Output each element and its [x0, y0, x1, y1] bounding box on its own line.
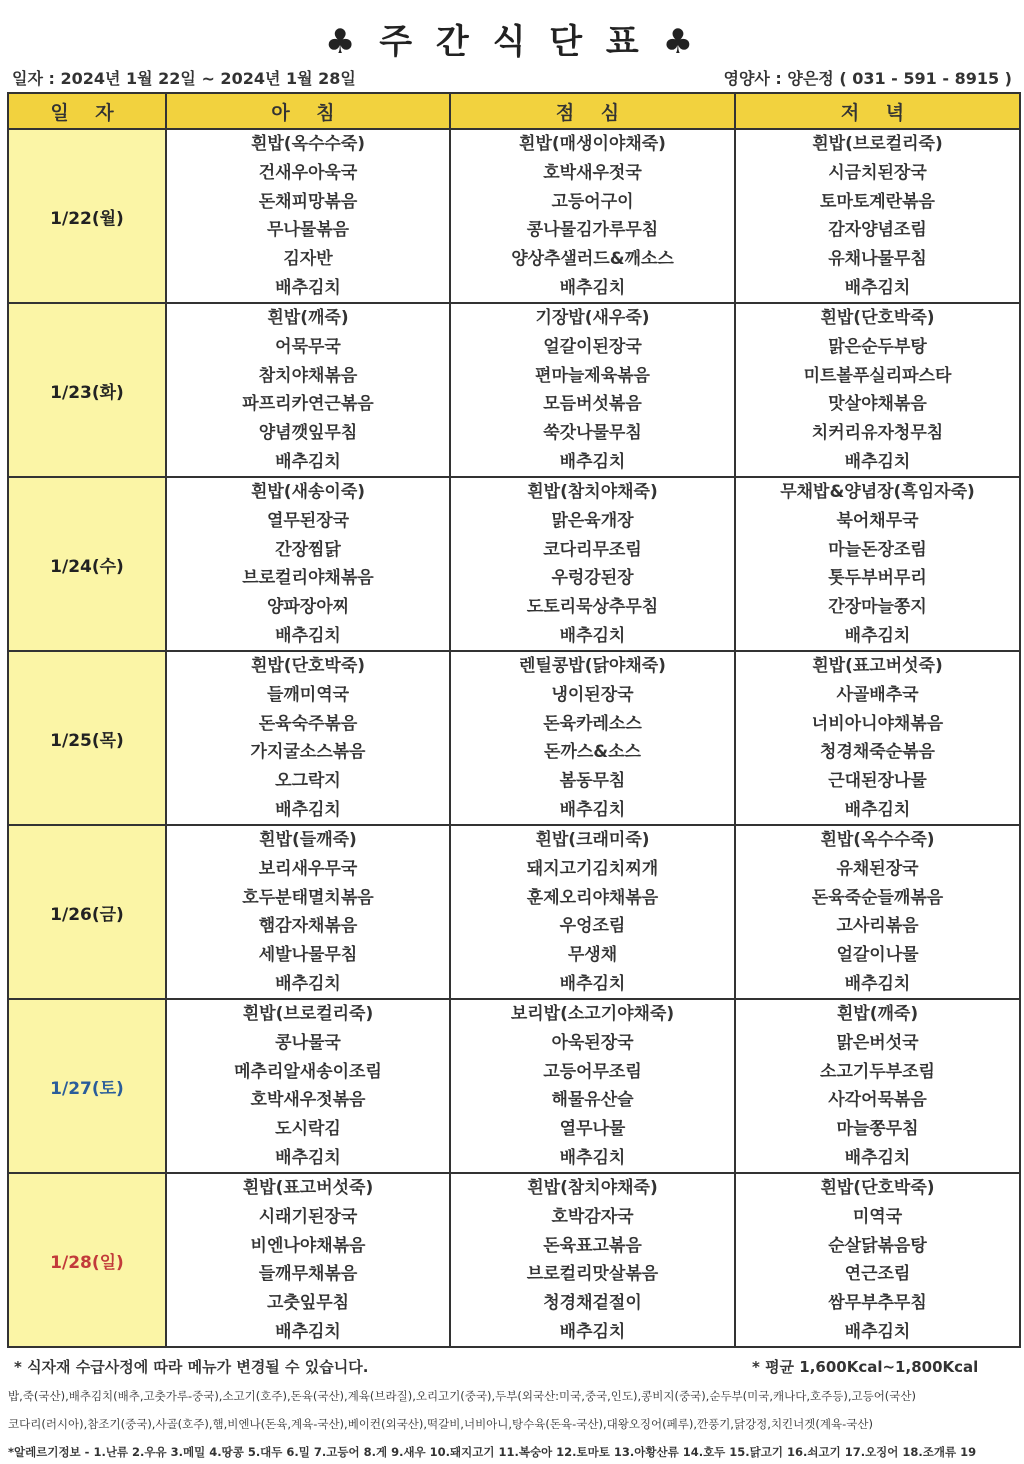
breakfast-cell — [166, 129, 450, 303]
menu-item: 쑥갓나물무침 — [543, 422, 642, 443]
dinner-cell — [735, 999, 1020, 1173]
menu-item: 아욱된장국 — [551, 1032, 634, 1053]
menu-item: 감자양념조림 — [828, 220, 927, 241]
menu-item: 배추김치 — [559, 451, 626, 472]
page-title: ♣ 주 간 식 단 표 ♣ — [324, 22, 700, 62]
lunch-cell — [450, 303, 735, 477]
menu-item: 배추김치 — [275, 625, 341, 646]
menu-item: 양념깻잎무침 — [258, 422, 358, 443]
menu-item: 모듬버섯볶음 — [543, 394, 642, 415]
lunch-items — [451, 130, 734, 302]
menu-item: 흰밥(브로컬리죽) — [812, 134, 943, 155]
menu-item: 톳두부버무리 — [828, 568, 927, 589]
menu-item: 배추김치 — [559, 277, 626, 298]
menu-item: 흰밥(참치야채죽) — [527, 482, 658, 503]
menu-item: 돈육숙주볶음 — [258, 713, 358, 734]
column-header-breakfast: 아 침 — [166, 93, 450, 129]
menu-item: 흰밥(참치야채죽) — [527, 1178, 658, 1199]
weekly-menu-table — [7, 92, 1021, 1348]
menu-item: 마늘쫑무침 — [836, 1118, 919, 1139]
menu-item: 흰밥(단호박죽) — [820, 308, 935, 329]
menu-item: 배추김치 — [844, 1321, 911, 1342]
menu-item: 돈육죽순들깨볶음 — [811, 887, 944, 908]
menu-item: 흰밥(브로컬리죽) — [242, 1004, 374, 1025]
menu-item: 시래기된장국 — [258, 1206, 358, 1227]
lunch-items — [451, 1174, 734, 1346]
breakfast-items — [167, 826, 449, 998]
menu-item: 호박감자국 — [551, 1206, 634, 1227]
lunch-items — [451, 652, 734, 824]
menu-item: 무채밥&양념장(흑임자죽) — [780, 482, 975, 503]
menu-item: 배추김치 — [275, 1321, 341, 1342]
day-row — [8, 129, 1020, 303]
menu-item: 흰밥(들깨죽) — [259, 830, 357, 851]
menu-item: 건새우아욱국 — [258, 162, 358, 183]
menu-item: 맛살야채볶음 — [828, 394, 927, 415]
menu-item: 마늘돈장조림 — [828, 539, 927, 560]
menu-item: 무생채 — [567, 944, 618, 965]
day-row — [8, 651, 1020, 825]
menu-item: 열무된장국 — [266, 510, 350, 531]
menu-item: 맑은순두부탕 — [828, 336, 927, 357]
menu-item: 돈채피망볶음 — [258, 191, 358, 212]
menu-item: 미역국 — [852, 1206, 903, 1227]
menu-item: 참치야채볶음 — [258, 365, 358, 386]
menu-item: 흰밥(매생이야채죽) — [519, 134, 666, 155]
menu-item: 배추김치 — [559, 625, 626, 646]
menu-item: 간장찜닭 — [275, 539, 341, 560]
lunch-items — [451, 1000, 734, 1172]
menu-item: 맑은버섯국 — [836, 1032, 919, 1053]
menu-item: 봄동무침 — [559, 770, 626, 791]
breakfast-items — [167, 478, 449, 650]
breakfast-cell — [166, 825, 450, 999]
lunch-cell — [450, 825, 735, 999]
lunch-cell — [450, 651, 735, 825]
day-date-cell: 1/26(금) — [8, 825, 166, 999]
day-row — [8, 825, 1020, 999]
menu-item: 배추김치 — [275, 799, 341, 820]
menu-item: 가지굴소스볶음 — [250, 742, 366, 763]
calorie-note: * 평균 1,600Kcal~1,800Kcal — [752, 1358, 979, 1376]
menu-item: 배추김치 — [844, 973, 911, 994]
day-row — [8, 303, 1020, 477]
menu-item: 배추김치 — [844, 1147, 911, 1168]
menu-item: 흰밥(옥수수죽) — [250, 134, 366, 155]
menu-item: 북어채무국 — [836, 510, 919, 531]
menu-item: 코다리무조림 — [543, 539, 642, 560]
lunch-cell — [450, 129, 735, 303]
dinner-items — [736, 478, 1019, 650]
menu-item: 흰밥(옥수수죽) — [820, 830, 935, 851]
menu-item: 냉이된장국 — [551, 684, 634, 705]
menu-item: 김자반 — [283, 248, 333, 269]
menu-item: 호두분태멸치볶음 — [242, 887, 374, 908]
breakfast-items — [167, 1000, 449, 1172]
menu-item: 순살닭볶음탕 — [828, 1235, 927, 1256]
dinner-cell — [735, 303, 1020, 477]
menu-item: 도시락김 — [275, 1118, 341, 1139]
column-header-dinner: 저 녁 — [735, 93, 1020, 129]
menu-item: 해물유산슬 — [551, 1090, 634, 1111]
menu-item: 고등어무조림 — [543, 1061, 642, 1082]
breakfast-cell — [166, 303, 450, 477]
menu-item: 얼갈이나물 — [836, 944, 919, 965]
menu-item: 세발나물무침 — [258, 944, 358, 965]
menu-item: 고춧잎무침 — [266, 1292, 350, 1313]
menu-item: 우엉조림 — [559, 916, 626, 937]
menu-item: 배추김치 — [275, 1147, 341, 1168]
breakfast-items — [167, 304, 449, 476]
lunch-cell — [450, 477, 735, 651]
dinner-cell — [735, 129, 1020, 303]
day-date-cell: 1/27(토) — [8, 999, 166, 1173]
dinner-items — [736, 652, 1019, 824]
menu-item: 배추김치 — [275, 973, 341, 994]
menu-item: 간장마늘쫑지 — [828, 596, 927, 617]
menu-item: 돼지고기김치찌개 — [526, 858, 659, 879]
menu-item: 오그락지 — [275, 770, 341, 791]
origin-info-line-1: 밥,죽(국산),배추김치(배추,고춧가루-중국),소고기(호주),돈육(국산),계육(브라질),오리고기(중국),두부(외국산:미국,중국,인도),콩비지(중국),순두부(미국,캐나다,호주등),고등어(국산) — [8, 1389, 916, 1403]
menu-item: 배추김치 — [844, 799, 911, 820]
day-date-cell: 1/28(일) — [8, 1173, 166, 1347]
menu-item: 얼갈이된장국 — [543, 336, 642, 357]
dinner-cell — [735, 651, 1020, 825]
menu-item: 들깨무채볶음 — [258, 1264, 358, 1285]
menu-item: 콩나물국 — [275, 1032, 341, 1053]
menu-item: 보리밥(소고기야채죽) — [510, 1004, 675, 1025]
menu-item: 흰밥(크래미죽) — [535, 830, 650, 851]
menu-item: 어묵무국 — [275, 336, 341, 357]
menu-item: 흰밥(깨죽) — [836, 1004, 919, 1025]
breakfast-items — [167, 1174, 449, 1346]
origin-info-line-2: 코다리(러시아),참조기(중국),사골(호주),햄,비엔나(돈육,계육-국산),베이컨(외국산),떡갈비,너비아니,탕수육(돈육-국산),대왕오징어(페루),깐풍기,닭강정,치킨너겟(계육-국산) — [8, 1417, 873, 1431]
menu-item: 맑은육개장 — [551, 510, 634, 531]
day-row — [8, 1173, 1020, 1347]
breakfast-cell — [166, 999, 450, 1173]
dinner-cell — [735, 825, 1020, 999]
menu-item: 파프리카연근볶음 — [242, 394, 374, 415]
dinner-items — [736, 130, 1019, 302]
dinner-cell — [735, 1173, 1020, 1347]
menu-item: 브로컬리맛살볶음 — [526, 1264, 659, 1285]
breakfast-items — [167, 130, 449, 302]
menu-item: 햄감자채볶음 — [258, 916, 358, 937]
menu-item: 우렁강된장 — [551, 568, 634, 589]
menu-item: 도토리묵상추무침 — [526, 596, 659, 617]
menu-item: 양파장아찌 — [266, 596, 350, 617]
table-header-row — [8, 93, 1020, 129]
breakfast-items — [167, 652, 449, 824]
menu-item: 편마늘제육볶음 — [535, 365, 650, 386]
menu-item: 무나물볶음 — [266, 220, 350, 241]
dinner-cell — [735, 477, 1020, 651]
lunch-items — [451, 478, 734, 650]
lunch-items — [451, 304, 734, 476]
day-date-cell: 1/22(월) — [8, 129, 166, 303]
menu-item: 배추김치 — [844, 451, 911, 472]
menu-change-note: * 식자재 수급사정에 따라 메뉴가 변경될 수 있습니다. — [14, 1358, 369, 1376]
menu-item: 배추김치 — [559, 1147, 626, 1168]
menu-item: 시금치된장국 — [828, 162, 927, 183]
lunch-cell — [450, 1173, 735, 1347]
dietitian-contact: 영양사 : 양은정 ( 031 - 591 - 8915 ) — [723, 69, 1012, 88]
menu-item: 돈까스&소스 — [544, 742, 641, 763]
menu-item: 호박새우젓볶음 — [250, 1090, 366, 1111]
lunch-items — [451, 826, 734, 998]
day-row — [8, 477, 1020, 651]
menu-item: 흰밥(단호박죽) — [250, 656, 366, 677]
menu-item: 사골배추국 — [836, 684, 919, 705]
breakfast-cell — [166, 477, 450, 651]
allergy-info: *알레르기정보 - 1.난류 2.우유 3.메밀 4.땅콩 5.대두 6.밀 7.고등어 8.게 9.새우 10.돼지고기 11.복숭아 12.토마토 13.아황산류 14.호두 15.닭고기 16.쇠고기 17.오징어 18.조개류 19 — [8, 1445, 977, 1459]
menu-item: 배추김치 — [844, 277, 911, 298]
day-date-cell: 1/23(화) — [8, 303, 166, 477]
menu-item: 보리새우무국 — [258, 858, 358, 879]
menu-item: 기장밥(새우죽) — [535, 308, 650, 329]
menu-item: 배추김치 — [275, 277, 341, 298]
menu-item: 배추김치 — [275, 451, 341, 472]
dinner-items — [736, 1174, 1019, 1346]
column-header-date: 일 자 — [8, 93, 166, 129]
menu-item: 청경채겉절이 — [543, 1292, 642, 1313]
menu-item: 훈제오리야채볶음 — [526, 887, 659, 908]
breakfast-cell — [166, 651, 450, 825]
menu-item: 흰밥(깨죽) — [267, 308, 349, 329]
menu-item: 흰밥(표고버섯죽) — [812, 656, 943, 677]
menu-item: 너비아니야채볶음 — [811, 713, 944, 734]
menu-item: 배추김치 — [559, 973, 626, 994]
column-header-lunch: 점 심 — [450, 93, 735, 129]
menu-item: 치커리유자청무침 — [811, 422, 944, 443]
menu-item: 고사리볶음 — [836, 916, 919, 937]
menu-item: 소고기두부조림 — [820, 1061, 935, 1082]
menu-item: 유채나물무침 — [828, 248, 927, 269]
menu-period: 일자 : 2024년 1월 22일 ~ 2024년 1월 28일 — [12, 69, 356, 88]
menu-item: 콩나물김가루무침 — [526, 220, 659, 241]
menu-item: 흰밥(표고버섯죽) — [242, 1178, 374, 1199]
day-date-cell: 1/24(수) — [8, 477, 166, 651]
day-date-cell: 1/25(목) — [8, 651, 166, 825]
menu-item: 브로컬리야채볶음 — [242, 568, 374, 589]
menu-item: 들깨미역국 — [266, 684, 350, 705]
breakfast-cell — [166, 1173, 450, 1347]
menu-item: 렌틸콩밥(닭야채죽) — [519, 656, 666, 677]
menu-item: 호박새우젓국 — [543, 162, 642, 183]
menu-item: 근대된장나물 — [828, 770, 927, 791]
dinner-items — [736, 826, 1019, 998]
menu-item: 연근조림 — [844, 1264, 911, 1285]
menu-item: 배추김치 — [559, 1321, 626, 1342]
menu-item: 배추김치 — [844, 625, 911, 646]
menu-body — [8, 129, 1020, 1347]
menu-item: 흰밥(단호박죽) — [820, 1178, 935, 1199]
menu-item: 쌈무부추무침 — [828, 1292, 927, 1313]
dinner-items — [736, 1000, 1019, 1172]
day-row — [8, 999, 1020, 1173]
menu-item: 흰밥(새송이죽) — [250, 482, 366, 503]
menu-item: 사각어묵볶음 — [828, 1090, 927, 1111]
menu-item: 돈육카레소스 — [543, 713, 642, 734]
menu-item: 유채된장국 — [836, 858, 919, 879]
menu-item: 토마토계란볶음 — [820, 191, 935, 212]
menu-item: 고등어구이 — [551, 191, 634, 212]
menu-item: 돈육표고볶음 — [543, 1235, 642, 1256]
menu-item: 미트볼푸실리파스타 — [803, 365, 952, 386]
menu-item: 비엔나야채볶음 — [250, 1235, 366, 1256]
dinner-items — [736, 304, 1019, 476]
menu-item: 양상추샐러드&깨소스 — [511, 248, 674, 269]
menu-item: 배추김치 — [559, 799, 626, 820]
menu-item: 열무나물 — [559, 1118, 626, 1139]
menu-item: 메추리알새송이조림 — [234, 1061, 382, 1082]
menu-item: 청경채죽순볶음 — [820, 742, 935, 763]
lunch-cell — [450, 999, 735, 1173]
